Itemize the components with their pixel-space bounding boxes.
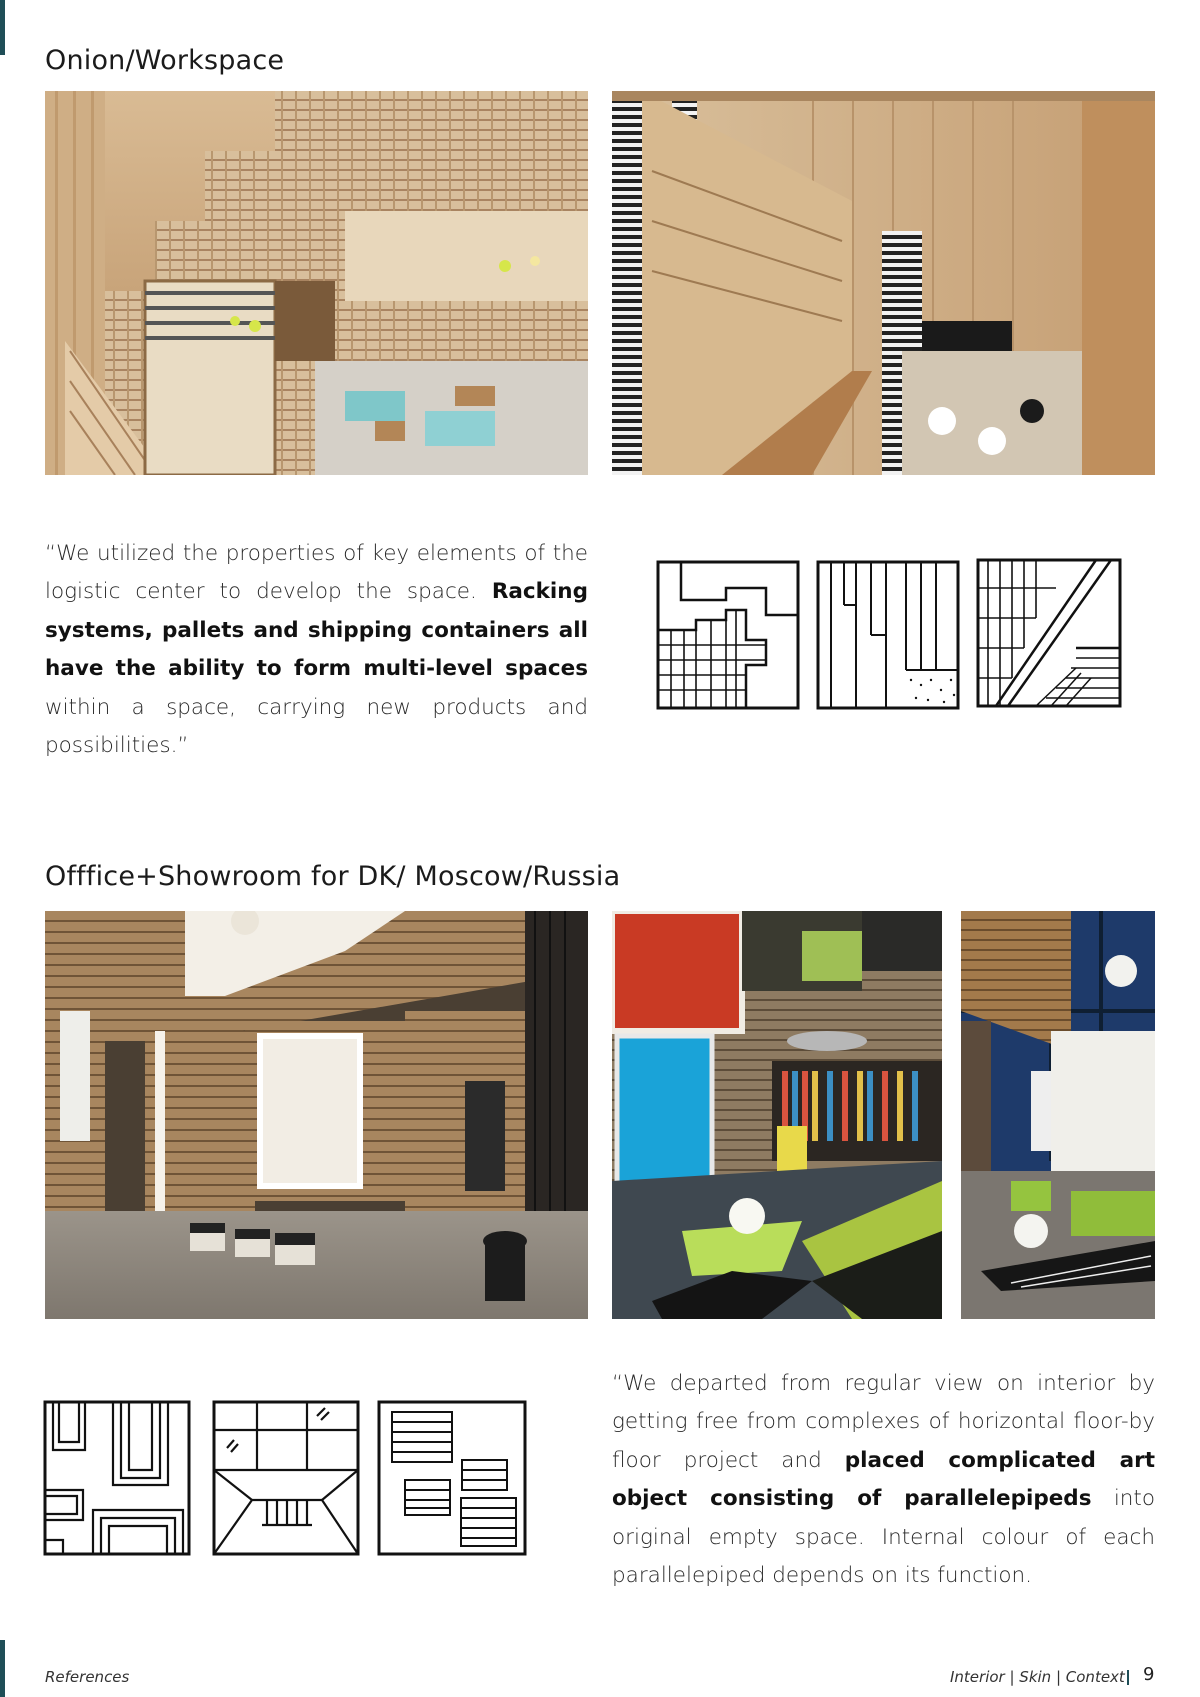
sketch-vertical-slats bbox=[816, 560, 962, 710]
bottom-accent-bar bbox=[0, 1640, 5, 1697]
sketch-stepped-grid bbox=[656, 560, 802, 710]
footer-section-path: Interior | Skin | Context bbox=[950, 1668, 1125, 1686]
sketch-nested-frames bbox=[43, 1400, 193, 1558]
sketch-ceiling-perspective bbox=[212, 1400, 360, 1556]
section-title-onion: Onion/Workspace bbox=[45, 45, 285, 76]
quote2-text-a: “We departed from regular view on interior by getting free from complexes of horizontal floor-by floor project and bbox=[612, 1371, 1155, 1473]
photo-onion-stepped-library bbox=[45, 91, 588, 475]
photo-dk-lounge bbox=[961, 911, 1155, 1319]
quote1-text-bold: Racking systems, pallets and shipping containers all have the ability to form multi-level spaces bbox=[45, 579, 588, 682]
photo-dk-colourful-interior bbox=[612, 911, 942, 1319]
quote1-text-b: within a space, carrying new products and possibilities.” bbox=[45, 694, 588, 759]
top-accent-bar bbox=[0, 0, 5, 55]
sketch-diagonal-grid bbox=[976, 558, 1124, 710]
photo-dk-wooden-showroom bbox=[45, 911, 588, 1319]
quote2-text-bold: placed complicated art object consisting of parallelepipeds bbox=[612, 1447, 1155, 1512]
sketch-stacked-blocks bbox=[377, 1400, 529, 1556]
section1-quote bbox=[45, 535, 588, 765]
section-title-dk-showroom: Offfice+Showroom for DK/ Moscow/Russia bbox=[45, 861, 621, 892]
page-number-separator bbox=[1127, 1670, 1129, 1685]
photo-onion-corridor bbox=[612, 91, 1155, 475]
quote2-text-b: into original empty space. Internal colour of each parallelepiped depends on its function. bbox=[612, 1486, 1155, 1589]
quote1-text-a: “We utilized the properties of key elements of the logistic center to develop the space. bbox=[45, 541, 588, 605]
footer-references: References bbox=[45, 1668, 130, 1686]
section2-quote bbox=[612, 1365, 1155, 1595]
page-number: 9 bbox=[1143, 1664, 1155, 1685]
